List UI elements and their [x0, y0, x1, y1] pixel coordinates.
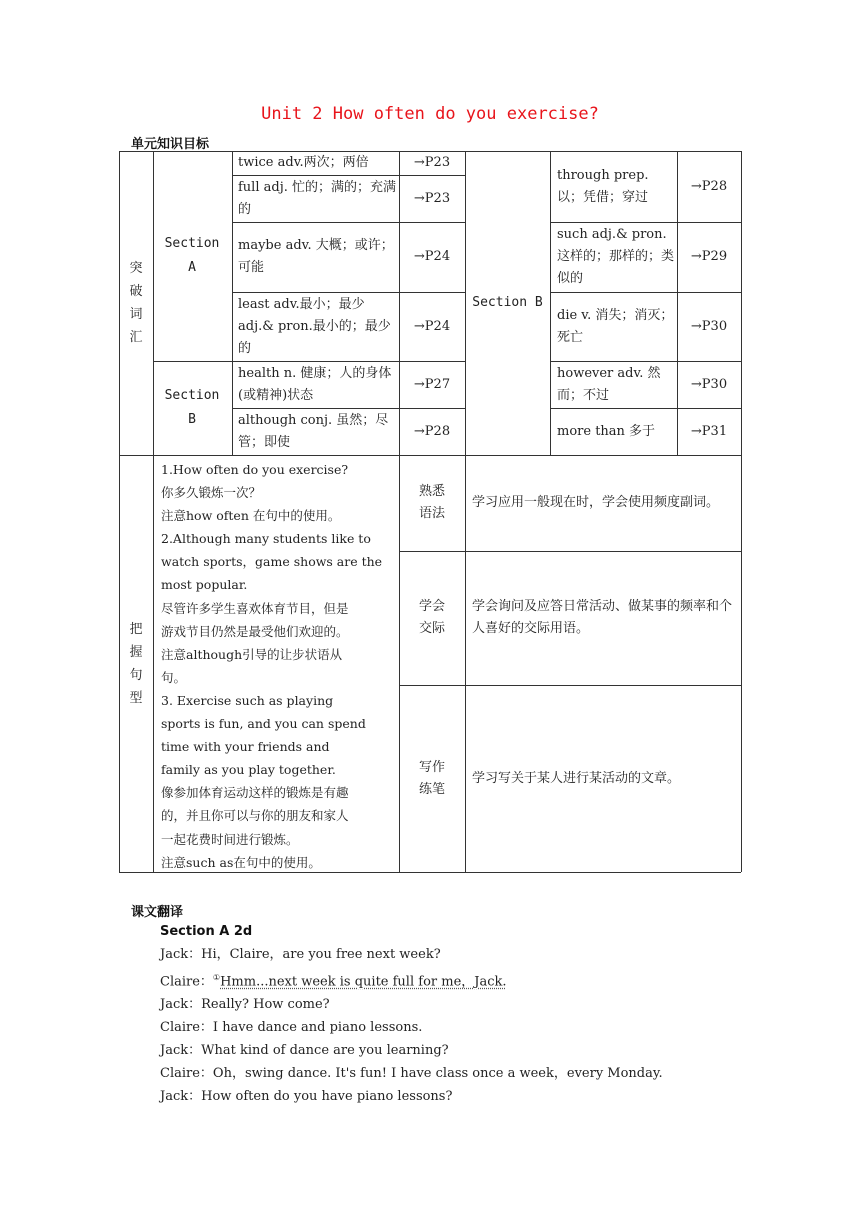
- sentence-line: 1.How often do you exercise?: [161, 462, 349, 477]
- vocab-entry: die v. 消失；消灭；死亡: [557, 307, 674, 345]
- goal-label: 学会交际: [418, 599, 445, 636]
- vocab-page: →P23: [413, 190, 451, 206]
- sentence-line: 注意such as在句中的使用。: [161, 854, 321, 870]
- sentences-side-label: 把握句型: [129, 621, 143, 706]
- sentence-line: 的，并且你可以与你的朋友和家人: [161, 808, 349, 824]
- vocab-page: →P24: [413, 249, 451, 264]
- sentence-line: time with your friends and: [161, 739, 330, 755]
- vocab-entry: however adv. 然而；不过: [557, 365, 661, 403]
- sentence-line: 2.Although many students like to: [161, 531, 371, 547]
- vocab-entry: health n. 健康；人的身体(或精神)状态: [238, 365, 392, 403]
- dialogue-line: Jack：What kind of dance are you learning?: [160, 1043, 449, 1059]
- goal-text: 学习应用一般现在时，学会使用频度副词。: [472, 495, 720, 510]
- knowledge-heading: 单元知识目标: [131, 137, 210, 152]
- dialogue-line: Claire：Oh，swing dance. It's fun! I have class once a week，every Monday.: [160, 1066, 663, 1082]
- dialogue: [160, 943, 663, 1108]
- vocab-entry: full adj. 忙的；满的；充满的: [238, 179, 396, 217]
- sentence-line: 尽管许多学生喜欢体育节目，但是: [161, 600, 349, 616]
- sentence-line: 像参加体育运动这样的锻炼是有趣: [161, 785, 349, 801]
- goal-label: 熟悉语法: [418, 484, 445, 521]
- sentence-line: 游戏节目仍然是最受他们欢迎的。: [161, 623, 349, 639]
- translation-heading: 课文翻译: [131, 905, 184, 920]
- dialogue-line: Claire：①Hmm...next week is quite full for me，Jack.: [160, 973, 507, 990]
- vocab-entry: twice adv.两次；两倍: [238, 155, 369, 170]
- sentence-line: most popular.: [161, 577, 248, 593]
- section-b-right-label: Section B: [472, 295, 543, 310]
- vocab-page: →P28: [413, 423, 451, 439]
- dialogue-line: Jack：How often do you have piano lessons?: [160, 1089, 453, 1105]
- vocab-entry: such adj.& pron.这样的；那样的；类似的: [557, 227, 675, 286]
- section-a-label: Section A: [164, 236, 220, 275]
- vocab-page: →P27: [413, 376, 451, 392]
- goal-label: 写作练笔: [418, 759, 445, 797]
- vocab-entry: least adv.最小；最少 adj.& pron.最小的；最少的: [238, 296, 391, 356]
- dialogue-line: Claire：I have dance and piano lessons.: [160, 1020, 423, 1036]
- sentence-line: 注意although引导的让步状语从: [161, 646, 343, 662]
- vocab-entry: more than 多于: [557, 423, 656, 439]
- vocab-page: →P30: [690, 376, 728, 392]
- sentence-line: 注意how often 在句中的使用。: [161, 508, 341, 524]
- vocab-page: →P24: [413, 318, 451, 334]
- dialogue-line: Jack：Hi，Claire，are you free next week?: [160, 947, 441, 962]
- sentence-list: [161, 458, 397, 874]
- vocab-page: →P29: [690, 249, 728, 264]
- vocab-page: →P23: [413, 155, 451, 170]
- goal-text: 学会询问及应答日常活动、做某事的频率和个人喜好的交际用语。: [472, 599, 733, 636]
- page-title: Unit 2 How often do you exercise?: [261, 104, 599, 124]
- vocab-page: →P30: [690, 318, 728, 334]
- vocab-page: →P31: [690, 423, 728, 439]
- section-b-label: Section B: [164, 388, 220, 427]
- goal-text: 学习写关于某人进行某活动的文章。: [472, 770, 681, 786]
- vocab-entry: through prep. 以；凭借；穿过: [557, 167, 649, 205]
- sentence-line: 你多久锻炼一次？: [161, 485, 262, 501]
- sentence-line: sports is fun, and you can spend: [161, 716, 366, 732]
- sentence-line: family as you play together.: [161, 762, 336, 778]
- dialogue-line: Jack：Really? How come?: [160, 997, 330, 1013]
- vocab-side-label: 突破词汇: [129, 261, 143, 345]
- vocab-entry: maybe adv. 大概；或许；可能: [238, 238, 394, 275]
- vocab-entry: although conj. 虽然；尽管；即使: [238, 412, 389, 450]
- sentence-line: 句。: [161, 669, 187, 685]
- sentence-line: 3. Exercise such as playing: [161, 692, 334, 708]
- sentence-line: 一起花费时间进行锻炼。: [161, 831, 299, 847]
- underlined-sentence: Hmm...next week is quite full for me，Jack.: [220, 974, 507, 990]
- vocab-page: →P28: [690, 178, 728, 194]
- note-mark: ①: [212, 973, 221, 982]
- translation-section: Section A 2d: [160, 924, 253, 939]
- sentence-line: watch sports，game shows are the: [161, 554, 383, 570]
